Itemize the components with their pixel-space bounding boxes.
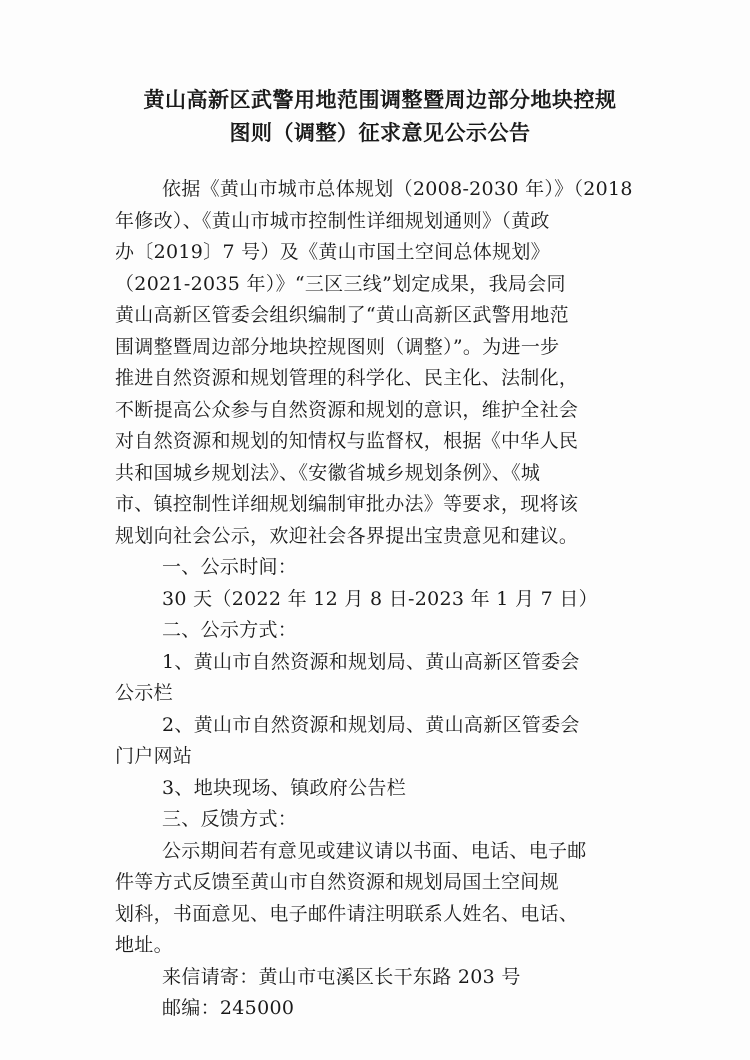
paragraph-line: 共和国城乡规划法》、《安徽省城乡规划条例》、《城 (115, 462, 541, 484)
method-item-1: 1、黄山市自然资源和规划局、黄山高新区管委会 (162, 651, 580, 673)
section-2-heading: 二、公示方式： (162, 619, 298, 641)
paragraph-line: 黄山高新区管委会组织编制了“黄山高新区武警用地范 (115, 304, 569, 326)
paragraph-line: 市、镇控制性详细规划编制审批办法》等要求，现将该 (115, 493, 579, 515)
method-item-3: 3、地块现场、镇政府公告栏 (162, 777, 406, 799)
method-item-2: 2、黄山市自然资源和规划局、黄山高新区管委会 (162, 714, 580, 736)
feedback-line: 划科，书面意见、电子邮件请注明联系人姓名、电话、 (115, 903, 579, 925)
method-item-2-cont: 门户网站 (115, 745, 193, 767)
paragraph-line: 对自然资源和规划的知情权与监督权，根据《中华人民 (115, 430, 579, 452)
paragraph-line: （2021-2035 年）》“三区三线”划定成果，我局会同 (115, 273, 566, 295)
paragraph-line: 围调整暨周边部分地块控规图则（调整）”。为进一步 (115, 336, 560, 358)
paragraph-line: 不断提高公众参与自然资源和规划的意识，维护全社会 (115, 399, 579, 421)
paragraph-line: 推进自然资源和规划管理的科学化、民主化、法制化， (115, 367, 579, 389)
postcode: 邮编：245000 (162, 997, 295, 1019)
section-3-heading: 三、反馈方式： (162, 808, 298, 830)
document-title-line-1: 黄山高新区武警用地范围调整暨周边部分地块控规 (143, 88, 617, 112)
mailing-address: 来信请寄：黄山市屯溪区长干东路 203 号 (162, 966, 521, 988)
document-title-line-2: 图则（调整）征求意见公示公告 (229, 121, 531, 145)
paragraph-line: 年修改）、《黄山市城市控制性详细规划通则》（黄政 (115, 210, 550, 232)
section-1-heading: 一、公示时间： (162, 556, 298, 578)
paragraph-line: 规划向社会公示，欢迎社会各界提出宝贵意见和建议。 (115, 525, 579, 547)
paragraph-line: 办〔2019〕7 号）及《黄山市国土空间总体规划》 (115, 241, 550, 263)
feedback-line: 地址。 (115, 934, 173, 956)
publicity-period: 30 天（2022 年 12 月 8 日-2023 年 1 月 7 日） (162, 588, 598, 610)
method-item-1-cont: 公示栏 (115, 682, 173, 704)
paragraph-line: 依据《黄山市城市总体规划（2008-2030 年）》（2018 (162, 178, 633, 200)
feedback-line: 公示期间若有意见或建议请以书面、电话、电子邮 (162, 840, 587, 862)
feedback-line: 件等方式反馈至黄山市自然资源和规划局国土空间规 (115, 871, 559, 893)
